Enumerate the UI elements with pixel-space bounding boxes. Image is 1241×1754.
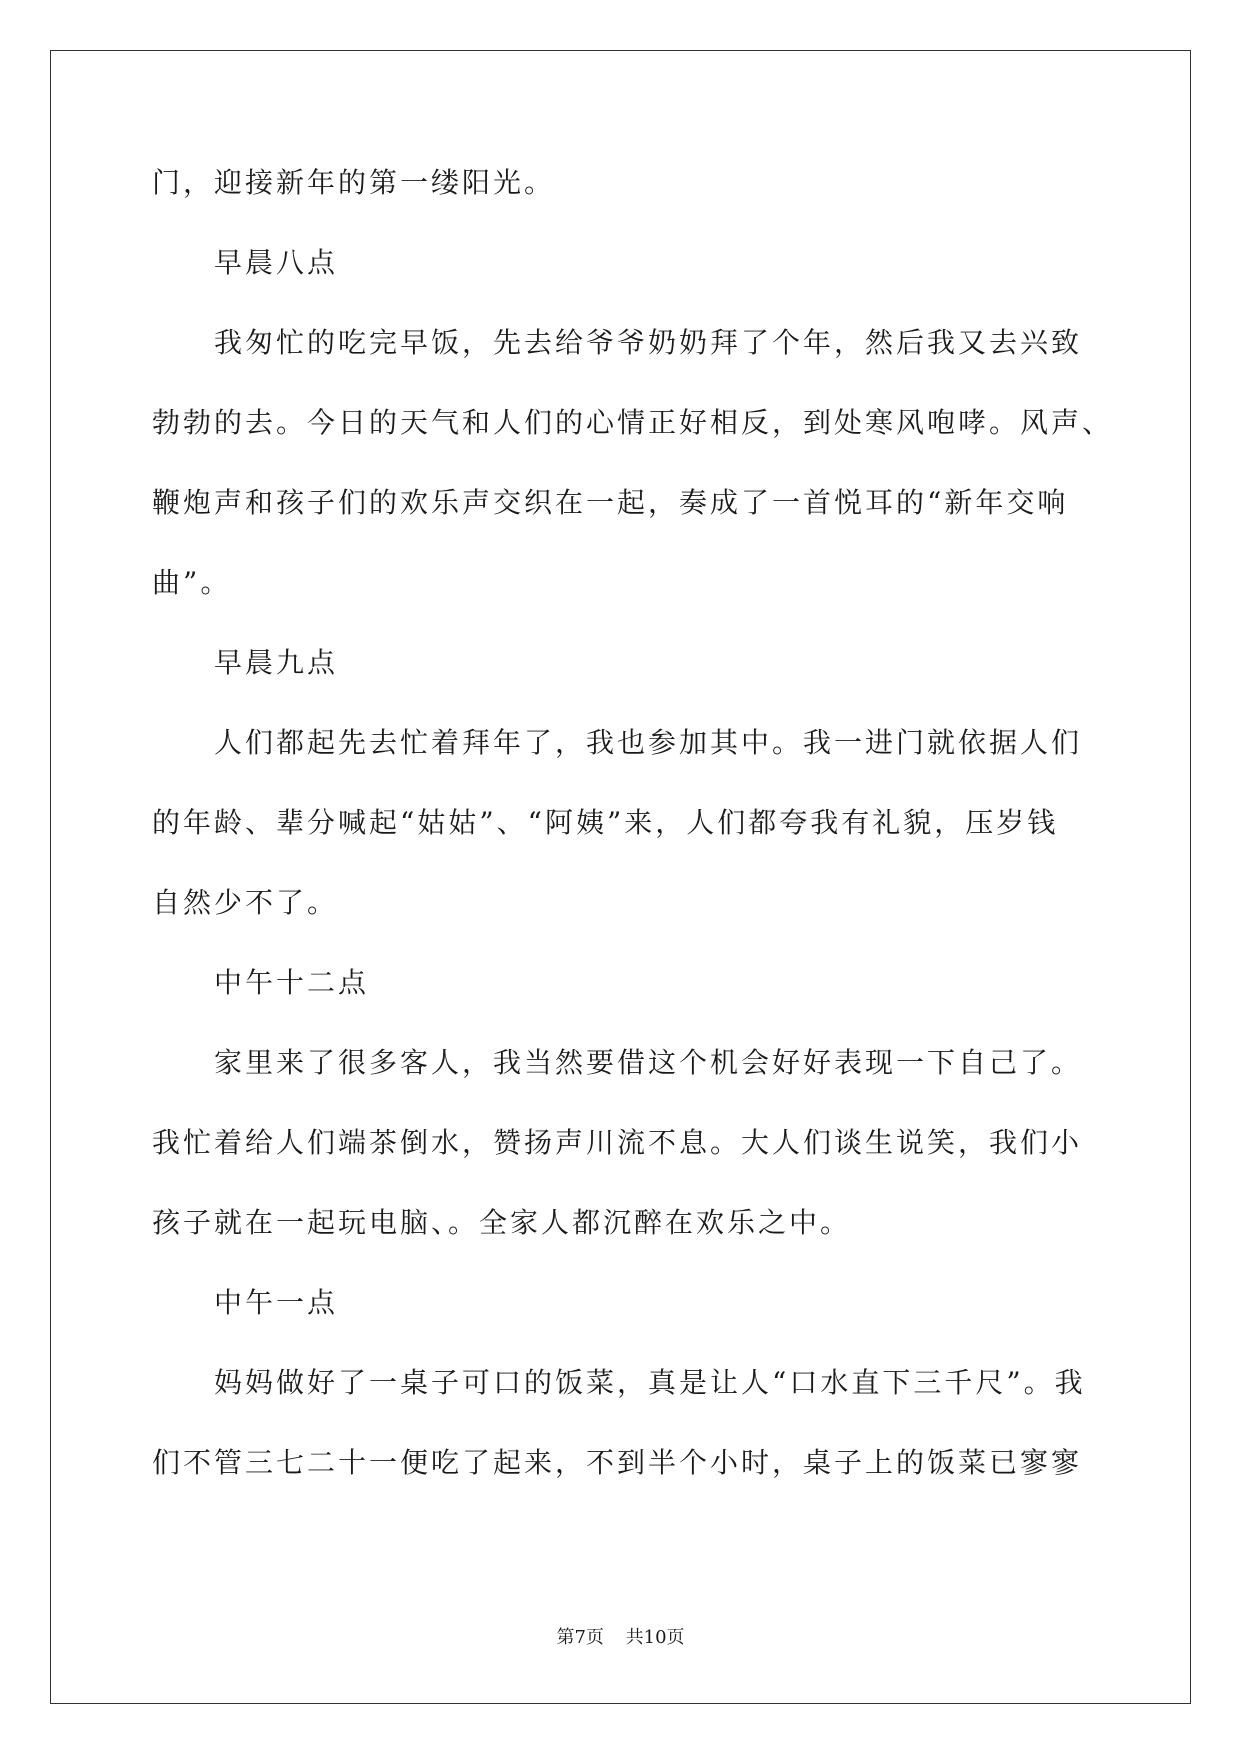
text-line-6: 曲”。 [152,566,232,599]
page-number-total: 共10页 [625,1627,685,1648]
section-heading-1pm: 中午一点 [214,1286,339,1319]
page-footer [0,1623,1241,1649]
section-heading-12pm: 中午十二点 [214,966,370,999]
text-line-9: 的年龄、辈分喊起“姑姑”、“阿姨”来，人们都夸我有礼貌，压岁钱 [152,806,1059,839]
text-line-3: 我匆忙的吃完早饭，先去给爷爷奶奶拜了个年，然后我又去兴致 [214,326,1083,359]
text-line-14: 孩子就在一起玩电脑、。全家人都沉醉在欢乐之中。 [152,1206,852,1239]
section-heading-8am: 早晨八点 [214,246,339,279]
text-line-13: 我忙着给人们端茶倒水，赞扬声川流不息。大人们谈生说笑，我们小 [152,1126,1083,1159]
text-line-16: 妈妈做好了一桌子可口的饭菜，真是让人“口水直下三千尺”。我 [214,1366,1086,1399]
text-line-1: 门，迎接新年的第一缕阳光。 [152,166,556,199]
text-line-12: 家里来了很多客人，我当然要借这个机会好好表现一下自己了。 [214,1046,1083,1079]
section-heading-9am: 早晨九点 [214,646,339,679]
text-line-4: 勃勃的去。今日的天气和人们的心情正好相反，到处寒风咆哮。风声、 [152,406,1114,439]
text-line-17: 们不管三七二十一便吃了起来，不到半个小时，桌子上的饭菜已寥寥 [152,1446,1083,1479]
text-line-5: 鞭炮声和孩子们的欢乐声交织在一起，奏成了一首悦耳的“新年交响 [152,486,1069,519]
page-number-current: 第7页 [556,1627,604,1648]
document-body [152,163,1114,1523]
text-line-10: 自然少不了。 [152,886,339,919]
text-line-8: 人们都起先去忙着拜年了，我也参加其中。我一进门就依据人们 [214,726,1083,759]
